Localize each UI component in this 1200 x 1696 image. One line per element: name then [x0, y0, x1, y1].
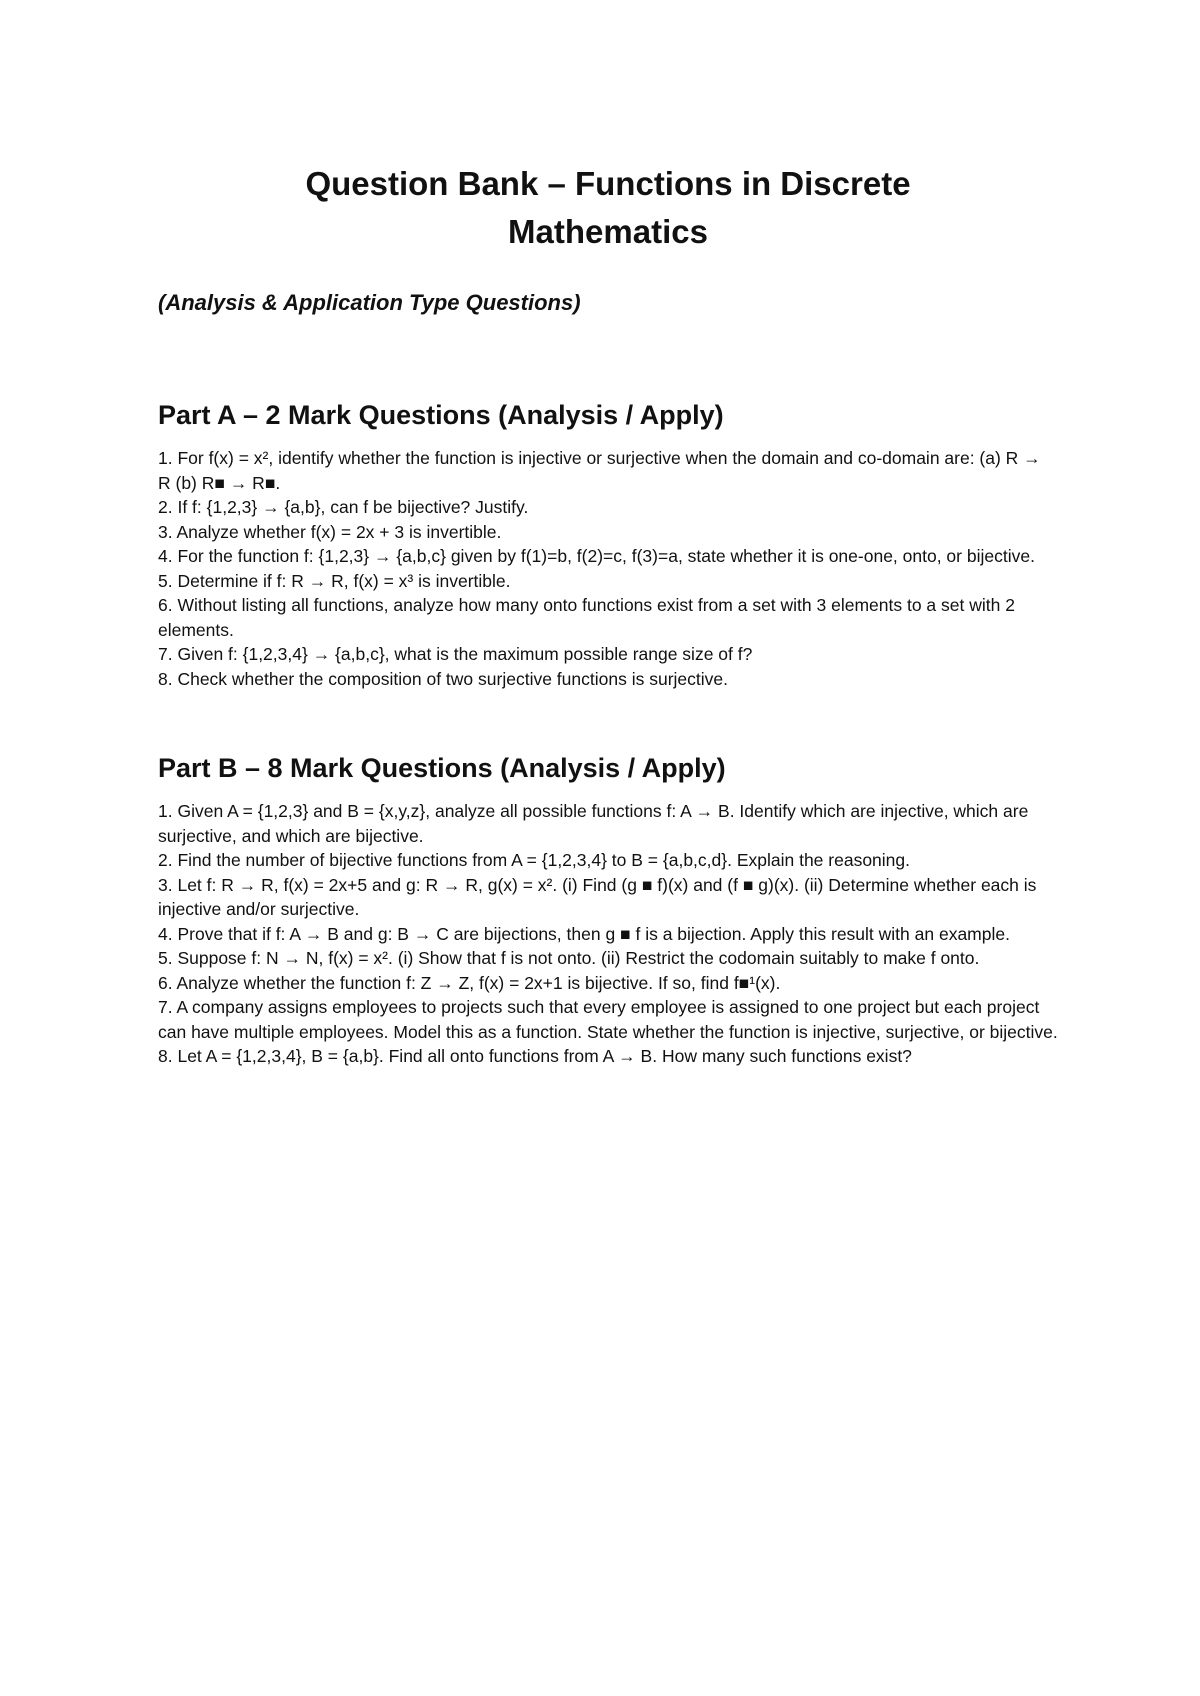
part-a-question: 8. Check whether the composition of two surjective functions is surjective. — [158, 668, 728, 689]
part-b-question: 7. A company assigns employees to projects such that every employee is assigned to one project but each project can have multiple employees. Model this as a function. State whether the function is injective, surjective, or bijective. — [158, 997, 1058, 1042]
part-a-question: 7. Given f: {1,2,3,4} → {a,b,c}, what is the maximum possible range size of f? — [158, 644, 753, 664]
part-a-heading: Part A – 2 Mark Questions (Analysis / Apply) — [158, 400, 724, 430]
part-b-question: 3. Let f: R → R, f(x) = 2x+5 and g: R → R, g(x) = x². (i) Find (g ■ f)(x) and (f ■ g)(x). (ii) Determine whether each is injective and/or surjective. — [158, 874, 1037, 919]
part-b-question: 2. Find the number of bijective functions from A = {1,2,3,4} to B = {a,b,c,d}. Explain the reasoning. — [158, 850, 911, 870]
part-b-heading: Part B – 8 Mark Questions (Analysis / Apply) — [158, 753, 726, 783]
part-b-question-list — [158, 799, 1058, 1069]
part-b-question: 4. Prove that if f: A → B and g: B → C are bijections, then g ■ f is a bijection. Apply this result with an example. — [158, 923, 1010, 944]
part-a-question: 6. Without listing all functions, analyze how many onto functions exist from a set with 3 elements to a set with 2 elements. — [158, 595, 1015, 640]
part-b-question: 6. Analyze whether the function f: Z → Z, f(x) = 2x+1 is bijective. If so, find f■¹(x). — [158, 972, 781, 993]
part-b-question: 5. Suppose f: N → N, f(x) = x². (i) Show that f is not onto. (ii) Restrict the codomain suitably to make f onto. — [158, 948, 980, 968]
part-a-question: 2. If f: {1,2,3} → {a,b}, can f be bijective? Justify. — [158, 497, 529, 517]
part-a-question-list — [158, 446, 1058, 691]
part-a-question: 5. Determine if f: R → R, f(x) = x³ is invertible. — [158, 570, 511, 591]
title-line-2: Mathematics — [508, 213, 708, 250]
document-subtitle: (Analysis & Application Type Questions) — [158, 290, 581, 315]
document-title — [158, 160, 1058, 256]
part-a-question: 4. For the function f: {1,2,3} → {a,b,c} given by f(1)=b, f(2)=c, f(3)=a, state whether it is one-one, onto, or bijective. — [158, 546, 1035, 566]
title-line-1: Question Bank – Functions in Discrete — [305, 165, 911, 202]
document-page — [158, 160, 1058, 1069]
part-b-question: 8. Let A = {1,2,3,4}, B = {a,b}. Find all onto functions from A → B. How many such functions exist? — [158, 1046, 912, 1066]
part-b-question: 1. Given A = {1,2,3} and B = {x,y,z}, analyze all possible functions f: A → B. Identify which are injective, which are surjective, and which are bijective. — [158, 801, 1029, 846]
part-a-question: 3. Analyze whether f(x) = 2x + 3 is invertible. — [158, 521, 502, 542]
part-a-question: 1. For f(x) = x², identify whether the function is injective or surjective when the domain and co-domain are: (a) R → R (b) R■ → R■. — [158, 448, 1041, 493]
